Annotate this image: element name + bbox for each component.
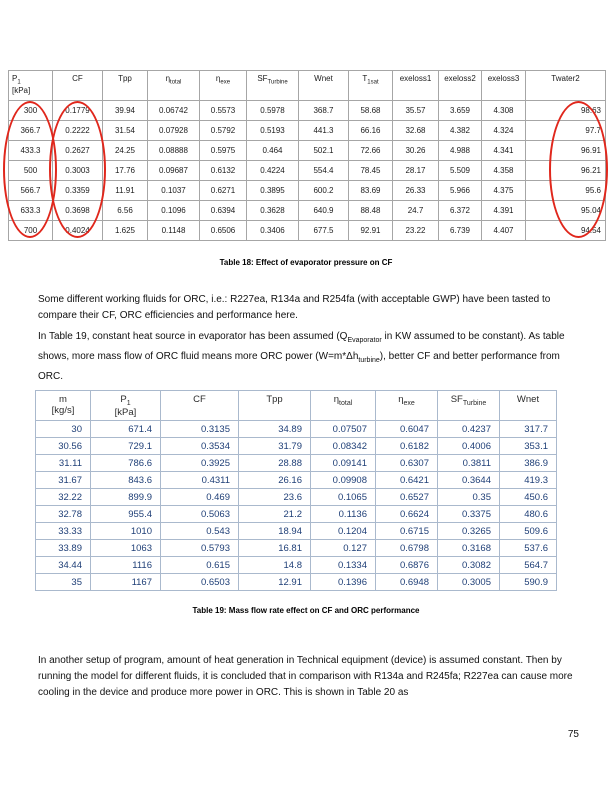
table-cell: 1063 bbox=[91, 540, 161, 557]
table-cell: 17.76 bbox=[103, 161, 148, 181]
table-cell: 1010 bbox=[91, 523, 161, 540]
table-cell: 899.9 bbox=[91, 489, 161, 506]
table-cell: 0.3644 bbox=[438, 472, 500, 489]
table-cell: 78.45 bbox=[349, 161, 393, 181]
table-cell: 32.22 bbox=[36, 489, 91, 506]
table-cell: 0.6624 bbox=[376, 506, 438, 523]
table-19-body bbox=[36, 421, 557, 591]
table-cell: 0.1037 bbox=[148, 181, 200, 201]
paragraph-text: ), better CF and better performance from ORC. bbox=[38, 351, 560, 382]
table-cell: 419.3 bbox=[500, 472, 557, 489]
table-cell: 83.69 bbox=[349, 181, 393, 201]
table-cell: 96.91 bbox=[526, 141, 606, 161]
table-cell: 0.469 bbox=[161, 489, 239, 506]
table-cell: 0.6948 bbox=[376, 574, 438, 591]
table-cell: 353.1 bbox=[500, 438, 557, 455]
table-cell: 0.09908 bbox=[311, 472, 376, 489]
table-cell: 0.1779 bbox=[53, 101, 103, 121]
table-cell: 0.6132 bbox=[200, 161, 247, 181]
column-header: $SF_{Turbine}$ bbox=[247, 71, 299, 101]
table-cell: 441.3 bbox=[299, 121, 349, 141]
table-cell: 509.6 bbox=[500, 523, 557, 540]
table-cell: 366.7 bbox=[9, 121, 53, 141]
table-cell: 26.33 bbox=[393, 181, 439, 201]
table-cell: 554.4 bbox=[299, 161, 349, 181]
table-cell: 23.22 bbox=[393, 221, 439, 241]
table-cell: 0.35 bbox=[438, 489, 500, 506]
table-cell: 21.2 bbox=[239, 506, 311, 523]
table-row bbox=[36, 540, 557, 557]
paragraph-table20-intro: In another setup of program, amount of heat generation in Technical equipment (device) is assumed constant. Then by running the model for different fluids, it is concluded that in comparison with R134a and R245fa; R227ea can cause more cooling in the device and produce more power in ORC. This is shown in Table 20 as bbox=[38, 655, 573, 698]
table-18-body bbox=[9, 101, 606, 241]
table-cell: 0.543 bbox=[161, 523, 239, 540]
table-cell: 0.464 bbox=[247, 141, 299, 161]
table-cell: 28.17 bbox=[393, 161, 439, 181]
table-cell: 0.127 bbox=[311, 540, 376, 557]
table-cell: 11.91 bbox=[103, 181, 148, 201]
table-cell: 0.3082 bbox=[438, 557, 500, 574]
table-cell: 0.4224 bbox=[247, 161, 299, 181]
table-18 bbox=[8, 70, 606, 241]
table-cell: 0.6527 bbox=[376, 489, 438, 506]
table-cell: 31.79 bbox=[239, 438, 311, 455]
table-cell: 12.91 bbox=[239, 574, 311, 591]
table-cell: 566.7 bbox=[9, 181, 53, 201]
table-cell: 0.5975 bbox=[200, 141, 247, 161]
table-row bbox=[9, 161, 606, 181]
column-header: CF bbox=[161, 391, 239, 421]
paragraph-table19-intro bbox=[38, 329, 583, 385]
table-cell: 0.6421 bbox=[376, 472, 438, 489]
table-row bbox=[36, 455, 557, 472]
table-cell: 480.6 bbox=[500, 506, 557, 523]
table-cell: 72.66 bbox=[349, 141, 393, 161]
table-cell: 14.8 bbox=[239, 557, 311, 574]
table-cell: 4.308 bbox=[482, 101, 526, 121]
table-cell: 0.1096 bbox=[148, 201, 200, 221]
table-cell: 4.341 bbox=[482, 141, 526, 161]
table-cell: 0.3895 bbox=[247, 181, 299, 201]
table-cell: 0.07507 bbox=[311, 421, 376, 438]
table-cell: 4.358 bbox=[482, 161, 526, 181]
table-cell: 0.1396 bbox=[311, 574, 376, 591]
table-cell: 0.6307 bbox=[376, 455, 438, 472]
table-cell: 58.68 bbox=[349, 101, 393, 121]
table-cell: 0.3168 bbox=[438, 540, 500, 557]
table-cell: 0.5193 bbox=[247, 121, 299, 141]
column-header: $\eta_{total}$ bbox=[148, 71, 200, 101]
table-row bbox=[9, 221, 606, 241]
table-cell: 30.56 bbox=[36, 438, 91, 455]
table-19-header-row bbox=[36, 391, 557, 421]
table-cell: 0.4237 bbox=[438, 421, 500, 438]
table-cell: 94.54 bbox=[526, 221, 606, 241]
table-cell: 32.78 bbox=[36, 506, 91, 523]
table-cell: 0.08888 bbox=[148, 141, 200, 161]
table-cell: 0.5793 bbox=[161, 540, 239, 557]
table-cell: 0.4311 bbox=[161, 472, 239, 489]
table-cell: 1.625 bbox=[103, 221, 148, 241]
table-cell: 502.1 bbox=[299, 141, 349, 161]
table-cell: 31.67 bbox=[36, 472, 91, 489]
table-cell: 0.3135 bbox=[161, 421, 239, 438]
table-cell: 5.509 bbox=[439, 161, 482, 181]
table-cell: 34.89 bbox=[239, 421, 311, 438]
table-cell: 0.3406 bbox=[247, 221, 299, 241]
table-cell: 0.3359 bbox=[53, 181, 103, 201]
table-cell: 39.94 bbox=[103, 101, 148, 121]
table-cell: 0.1334 bbox=[311, 557, 376, 574]
table-cell: 300 bbox=[9, 101, 53, 121]
table-cell: 0.07928 bbox=[148, 121, 200, 141]
table-18-caption: Table 18: Effect of evaporator pressure on CF bbox=[219, 258, 393, 267]
table-row bbox=[36, 557, 557, 574]
table-cell: 33.33 bbox=[36, 523, 91, 540]
table-cell: 0.08342 bbox=[311, 438, 376, 455]
table-19-container bbox=[35, 390, 556, 591]
table-cell: 24.7 bbox=[393, 201, 439, 221]
table-row bbox=[9, 181, 606, 201]
table-18-container bbox=[8, 70, 605, 241]
table-cell: 5.966 bbox=[439, 181, 482, 201]
table-cell: 0.2627 bbox=[53, 141, 103, 161]
table-row bbox=[9, 101, 606, 121]
table-row bbox=[9, 201, 606, 221]
table-row bbox=[36, 523, 557, 540]
column-header: $\eta_{exe}$ bbox=[200, 71, 247, 101]
table-cell: 0.1065 bbox=[311, 489, 376, 506]
table-cell: 96.21 bbox=[526, 161, 606, 181]
table-cell: 843.6 bbox=[91, 472, 161, 489]
table-cell: 0.3375 bbox=[438, 506, 500, 523]
table-cell: 4.375 bbox=[482, 181, 526, 201]
table-cell: 95.6 bbox=[526, 181, 606, 201]
table-cell: 4.382 bbox=[439, 121, 482, 141]
column-header: Twater2 bbox=[526, 71, 606, 101]
table-cell: 0.6876 bbox=[376, 557, 438, 574]
table-cell: 0.4006 bbox=[438, 438, 500, 455]
paragraph-text: In Table 19, constant heat source in evaporator has been assumed (Q bbox=[38, 331, 348, 342]
table-cell: 4.988 bbox=[439, 141, 482, 161]
table-cell: 18.94 bbox=[239, 523, 311, 540]
table-cell: 26.16 bbox=[239, 472, 311, 489]
table-cell: 590.9 bbox=[500, 574, 557, 591]
table-cell: 640.9 bbox=[299, 201, 349, 221]
table-cell: 786.6 bbox=[91, 455, 161, 472]
table-row bbox=[36, 574, 557, 591]
column-header: exeloss1 bbox=[393, 71, 439, 101]
table-cell: 32.68 bbox=[393, 121, 439, 141]
table-cell: 0.6182 bbox=[376, 438, 438, 455]
table-cell: 0.3534 bbox=[161, 438, 239, 455]
column-header: Tpp bbox=[239, 391, 311, 421]
table-cell: 3.659 bbox=[439, 101, 482, 121]
table-cell: 386.9 bbox=[500, 455, 557, 472]
table-cell: 450.6 bbox=[500, 489, 557, 506]
table-cell: 95.04 bbox=[526, 201, 606, 221]
table-cell: 0.6503 bbox=[161, 574, 239, 591]
table-cell: 1167 bbox=[91, 574, 161, 591]
table-cell: 24.25 bbox=[103, 141, 148, 161]
table-row bbox=[36, 421, 557, 438]
table-cell: 0.3265 bbox=[438, 523, 500, 540]
table-row bbox=[36, 438, 557, 455]
table-cell: 0.3811 bbox=[438, 455, 500, 472]
table-cell: 0.09141 bbox=[311, 455, 376, 472]
table-cell: 16.81 bbox=[239, 540, 311, 557]
table-cell: 564.7 bbox=[500, 557, 557, 574]
column-header: $SF_{Turbine}$ bbox=[438, 391, 500, 421]
table-cell: 31.11 bbox=[36, 455, 91, 472]
table-cell: 600.2 bbox=[299, 181, 349, 201]
table-cell: 35 bbox=[36, 574, 91, 591]
table-row bbox=[9, 121, 606, 141]
table-18-header-row bbox=[9, 71, 606, 101]
table-cell: 33.89 bbox=[36, 540, 91, 557]
table-cell: 0.3698 bbox=[53, 201, 103, 221]
table-cell: 6.372 bbox=[439, 201, 482, 221]
table-cell: 671.4 bbox=[91, 421, 161, 438]
table-cell: 66.16 bbox=[349, 121, 393, 141]
table-cell: 368.7 bbox=[299, 101, 349, 121]
table-19-caption: Table 19: Mass flow rate effect on CF and ORC performance bbox=[192, 606, 420, 615]
table-cell: 0.6798 bbox=[376, 540, 438, 557]
table-cell: 0.3005 bbox=[438, 574, 500, 591]
column-header: $P_1$ [kPa] bbox=[9, 71, 53, 101]
table-cell: 0.1148 bbox=[148, 221, 200, 241]
table-cell: 0.3925 bbox=[161, 455, 239, 472]
column-header: $P_1$ [kPa] bbox=[91, 391, 161, 421]
table-cell: 0.6715 bbox=[376, 523, 438, 540]
table-cell: 955.4 bbox=[91, 506, 161, 523]
table-cell: 0.06742 bbox=[148, 101, 200, 121]
table-cell: 98.63 bbox=[526, 101, 606, 121]
subscript-turbine: turbine bbox=[358, 357, 380, 364]
table-cell: 0.6271 bbox=[200, 181, 247, 201]
page-number: 75 bbox=[567, 729, 579, 740]
table-cell: 6.739 bbox=[439, 221, 482, 241]
table-cell: 729.1 bbox=[91, 438, 161, 455]
table-cell: 677.5 bbox=[299, 221, 349, 241]
column-header: Wnet bbox=[500, 391, 557, 421]
table-cell: 0.5573 bbox=[200, 101, 247, 121]
table-cell: 0.6506 bbox=[200, 221, 247, 241]
column-header: CF bbox=[53, 71, 103, 101]
paragraph-text: in KW assumed to be constant). As table shows, more mass flow of ORC fluid means more ORC power (W=m*Δh bbox=[38, 331, 565, 362]
column-header: exeloss3 bbox=[482, 71, 526, 101]
column-header: Wnet bbox=[299, 71, 349, 101]
table-cell: 30 bbox=[36, 421, 91, 438]
table-cell: 700 bbox=[9, 221, 53, 241]
column-header: $\eta_{exe}$ bbox=[376, 391, 438, 421]
table-cell: 0.615 bbox=[161, 557, 239, 574]
table-cell: 23.6 bbox=[239, 489, 311, 506]
table-cell: 28.88 bbox=[239, 455, 311, 472]
table-cell: 4.407 bbox=[482, 221, 526, 241]
column-header: $T_{1sat}$ bbox=[349, 71, 393, 101]
table-cell: 30.26 bbox=[393, 141, 439, 161]
table-cell: 31.54 bbox=[103, 121, 148, 141]
table-cell: 4.324 bbox=[482, 121, 526, 141]
subscript-evaporator: Evaporator bbox=[347, 337, 382, 344]
table-cell: 97.7 bbox=[526, 121, 606, 141]
table-cell: 0.1136 bbox=[311, 506, 376, 523]
table-cell: 537.6 bbox=[500, 540, 557, 557]
table-19 bbox=[35, 390, 557, 591]
table-cell: 0.3628 bbox=[247, 201, 299, 221]
table-cell: 34.44 bbox=[36, 557, 91, 574]
table-cell: 433.3 bbox=[9, 141, 53, 161]
table-cell: 35.57 bbox=[393, 101, 439, 121]
column-header: Tpp bbox=[103, 71, 148, 101]
table-cell: 633.3 bbox=[9, 201, 53, 221]
table-row bbox=[36, 472, 557, 489]
table-cell: 0.3003 bbox=[53, 161, 103, 181]
table-cell: 0.6394 bbox=[200, 201, 247, 221]
table-cell: 88.48 bbox=[349, 201, 393, 221]
table-cell: 0.5063 bbox=[161, 506, 239, 523]
table-cell: 0.5792 bbox=[200, 121, 247, 141]
table-cell: 0.5978 bbox=[247, 101, 299, 121]
table-cell: 4.391 bbox=[482, 201, 526, 221]
table-cell: 92.91 bbox=[349, 221, 393, 241]
table-cell: 0.6047 bbox=[376, 421, 438, 438]
table-row bbox=[36, 506, 557, 523]
table-cell: 0.09687 bbox=[148, 161, 200, 181]
table-cell: 0.2222 bbox=[53, 121, 103, 141]
paragraph-working-fluids: Some different working fluids for ORC, i.e.: R227ea, R134a and R254fa (with acceptable GWP) have been tasted to compare their CF, ORC efficiencies and performance here. bbox=[38, 294, 551, 321]
column-header: $\eta_{total}$ bbox=[311, 391, 376, 421]
table-cell: 0.1204 bbox=[311, 523, 376, 540]
table-cell: 0.4024 bbox=[53, 221, 103, 241]
table-cell: 1116 bbox=[91, 557, 161, 574]
table-cell: 500 bbox=[9, 161, 53, 181]
table-row bbox=[36, 489, 557, 506]
table-row bbox=[9, 141, 606, 161]
column-header: m [kg/s] bbox=[36, 391, 91, 421]
column-header: exeloss2 bbox=[439, 71, 482, 101]
table-cell: 317.7 bbox=[500, 421, 557, 438]
table-cell: 6.56 bbox=[103, 201, 148, 221]
